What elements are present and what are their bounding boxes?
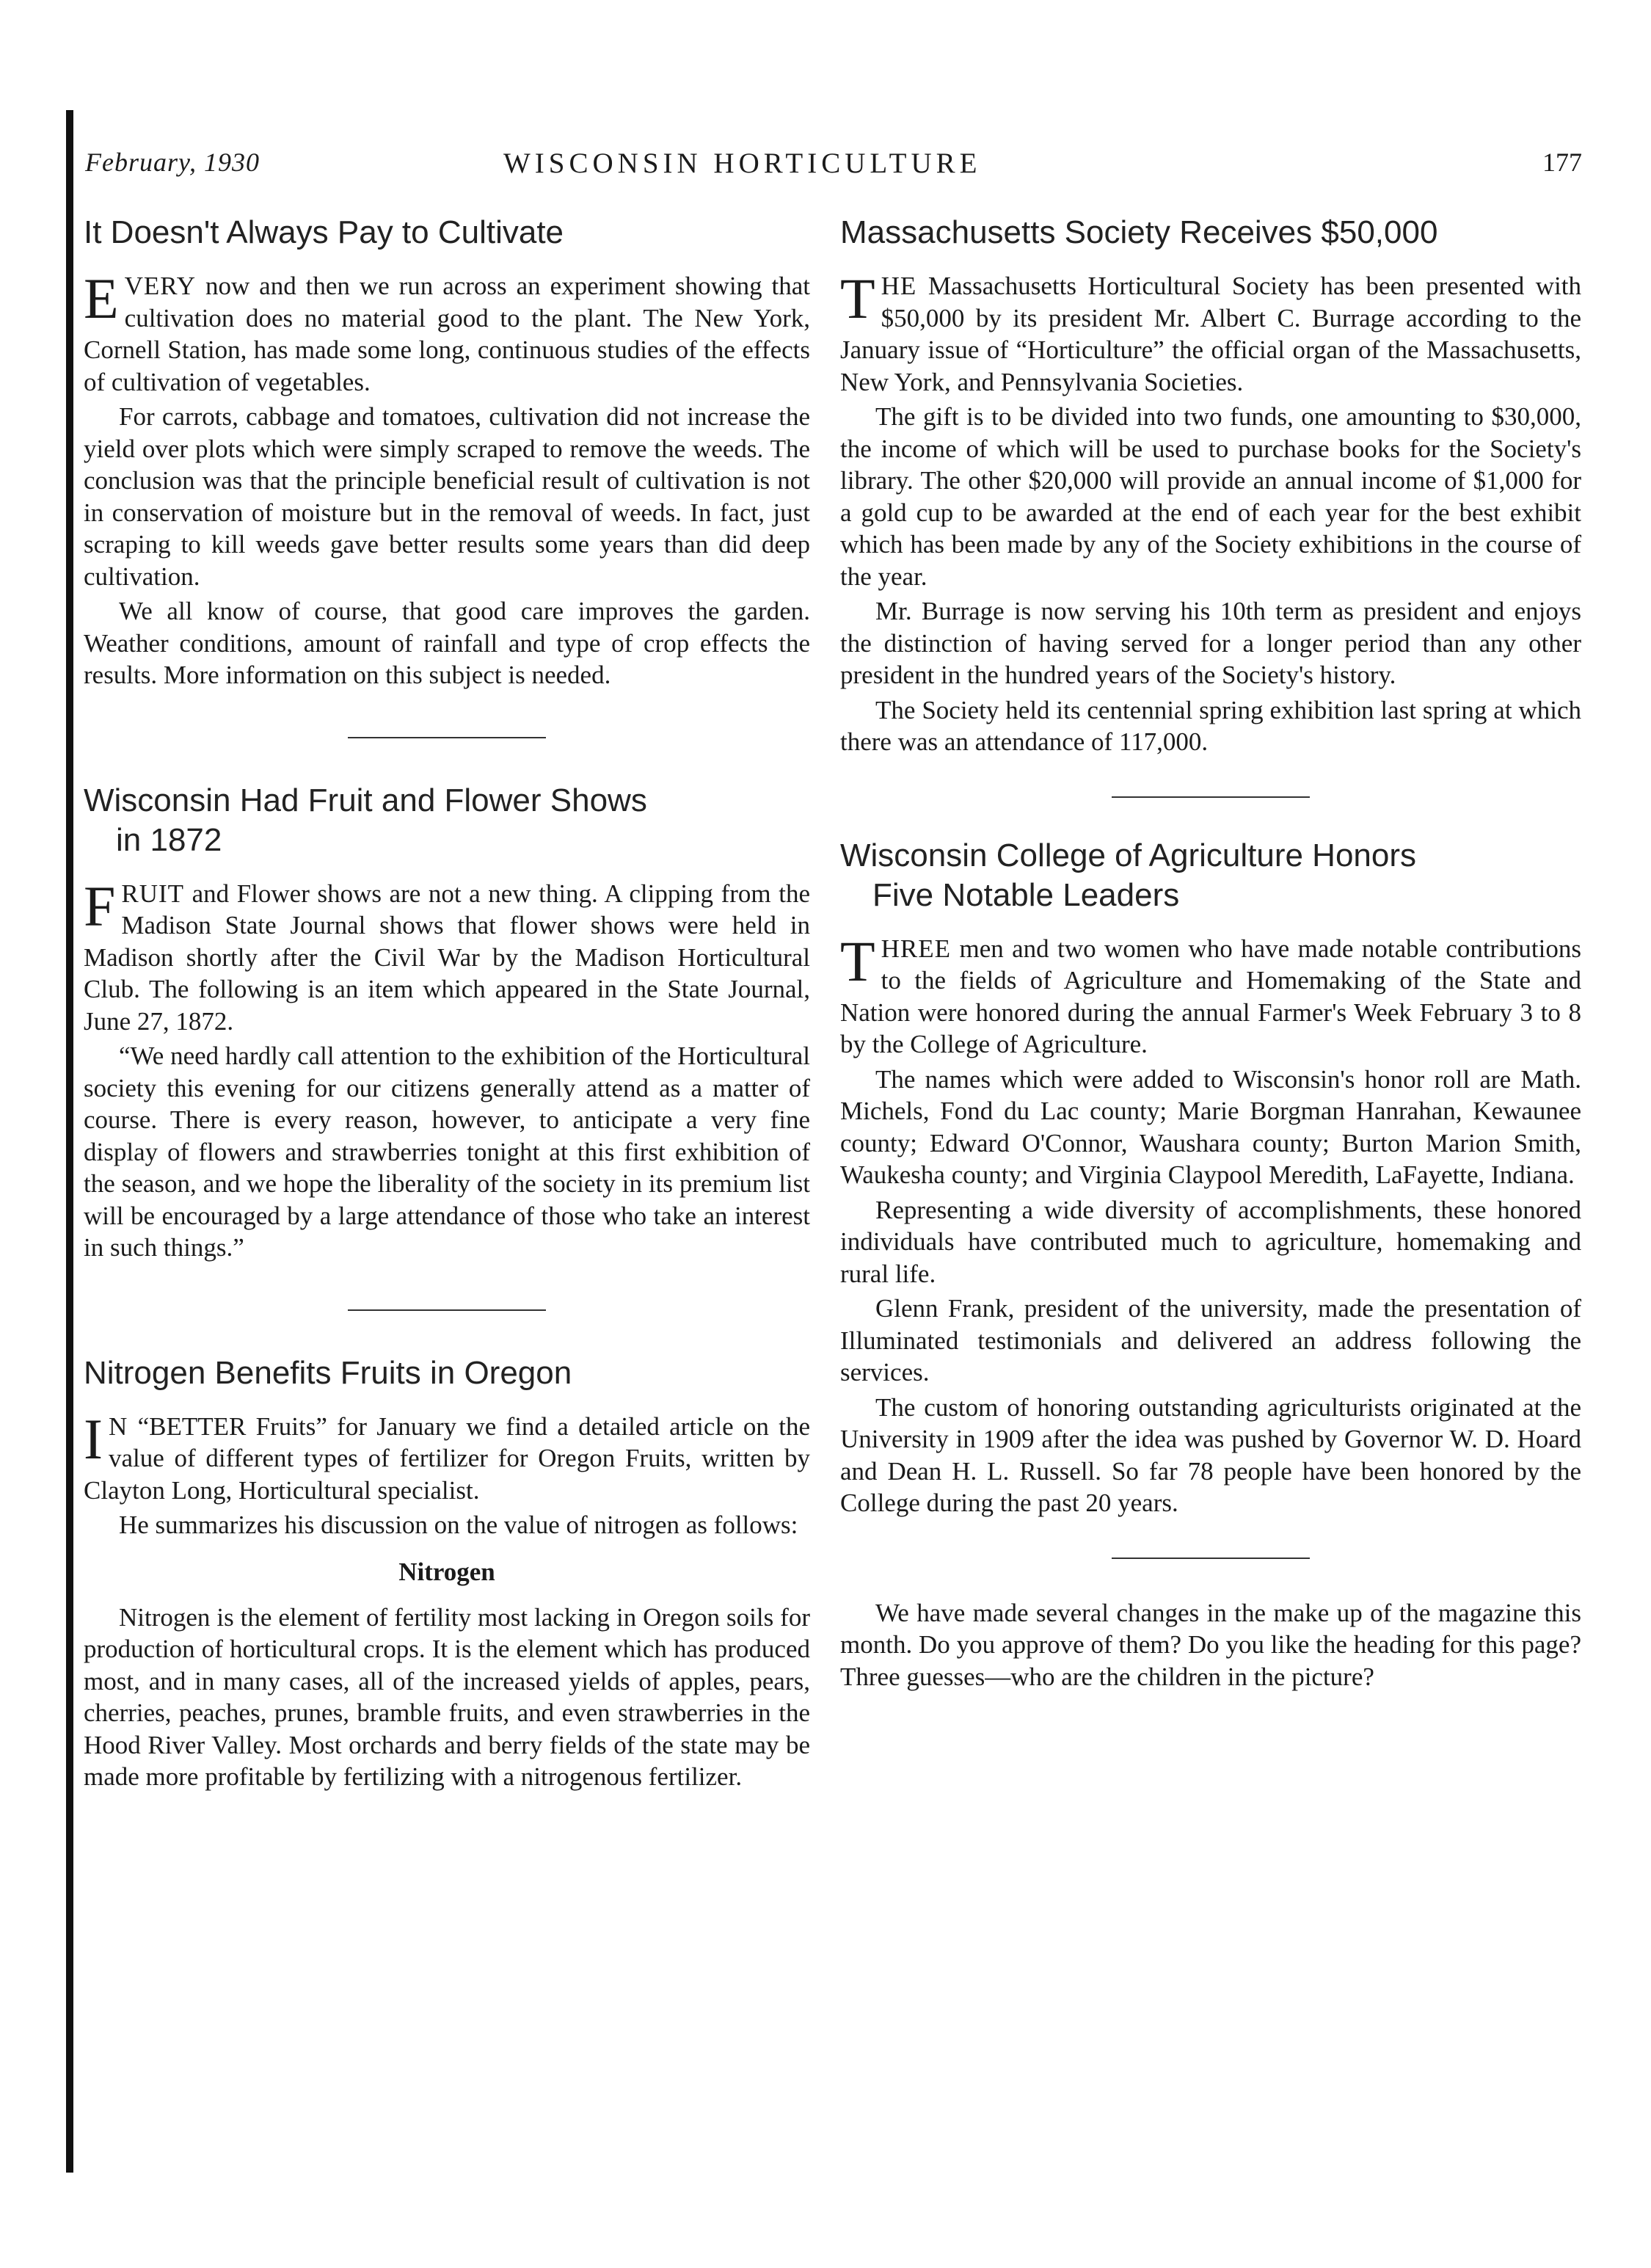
article-title	[84, 781, 810, 860]
paragraph	[84, 1406, 810, 1507]
lead-word: N	[108, 1411, 128, 1441]
drop-cap: T	[840, 928, 875, 993]
editor-note	[840, 1597, 1581, 1693]
lead-word: HREE	[881, 934, 952, 963]
article-college-honors	[840, 836, 1581, 1519]
paragraph: He summarizes his discussion on the value of nitrogen as follows:	[119, 1511, 798, 1539]
paragraph	[840, 928, 1581, 1061]
paragraph-text: now and then we run across an experiment showing that cultivation does no material good to the plant. The New York, Cornell Station, has made some long, continuous studies of the effects of cultivation of vegetables.	[84, 272, 810, 396]
article-massachusetts	[840, 213, 1581, 758]
article-nitrogen	[84, 1353, 810, 1793]
section-divider	[1112, 796, 1310, 798]
article-title: Massachusetts Society Receives $50,000	[840, 214, 1438, 250]
paragraph	[84, 873, 810, 1038]
left-column	[84, 213, 810, 1793]
paragraph-text: “BETTER Fruits” for January we find a detailed article on the value of different types of fertilizer for Oregon Fruits, written by Clayton Long, Horticultural specialist.	[84, 1411, 810, 1505]
paragraph-text: Massachusetts Horticultural Society has been presented with $50,000 by its president Mr. Albert C. Burrage according to the January issue of “Horticulture” the official organ of the Massachusetts, New York, and Pennsylvania Societies.	[840, 272, 1581, 396]
right-column	[840, 213, 1581, 1693]
lead-word: HE	[881, 272, 917, 300]
paragraph: Mr. Burrage is now serving his 10th term as president and enjoys the distinction of having served for a longer period than any other president in the hundred years of the Society's history.	[840, 597, 1581, 689]
paragraph: Nitrogen is the element of fertility most lacking in Oregon soils for production of horticultural crops. It is the element which has produced most, and in many cases, all of the increased yields of apples, pears, cherries, peaches, prunes, bramble fruits, and even strawberries in the Hood River Valley. Most orchards and berry fields of the state may be made more profitable by fertilizing with a nitrogenous fertilizer.	[84, 1602, 810, 1791]
paragraph	[840, 266, 1581, 398]
article-title: It Doesn't Always Pay to Cultivate	[84, 214, 564, 250]
paragraph: The names which were added to Wisconsin's honor roll are Math. Michels, Fond du Lac county; Marie Borgman Hanrahan, Kewaunee county; Edward O'Connor, Waushara county; Burton Marion Smith, Waukesha county; and Virginia Claypool Meredith, LaFayette, Indiana.	[840, 1064, 1581, 1189]
quoted-paragraph: “We need hardly call attention to the exhibition of the Horticultural society this evening for our citizens generally attend as a matter of course. There is every reason, however, to anticipate a very fine display of flowers and strawberries tonight at this first exhibition of the season, and we hope the liberality of the society in its premium list will be encouraged by a large attendance of those who take an interest in such things.”	[84, 1042, 810, 1262]
paragraph	[84, 266, 810, 398]
binding-rule	[66, 110, 73, 2173]
article-title: Nitrogen Benefits Fruits in Oregon	[84, 1354, 572, 1391]
section-divider	[348, 737, 546, 738]
issue-date: February, 1930	[85, 148, 260, 177]
article-title	[840, 836, 1581, 915]
paragraph: We have made several changes in the make up of the magazine this month. Do you approve of them? Do you like the heading for this page? Three guesses—who are the children in the picture?	[840, 1598, 1581, 1691]
title-line: in 1872	[116, 821, 222, 858]
drop-cap: E	[84, 266, 119, 330]
paragraph: Representing a wide diversity of accomplishments, these honored individuals have contributed much to agriculture, homemaking and rural life.	[840, 1195, 1581, 1288]
paragraph-text: and Flower shows are not a new thing. A clipping from the Madison State Journal shows that flower shows were held in Madison shortly after the Civil War by the Madison Horticultural Club. The following is an item which appeared in the State Journal, June 27, 1872.	[84, 879, 810, 1036]
drop-cap: F	[84, 873, 116, 938]
section-divider	[348, 1309, 546, 1311]
title-line: Wisconsin College of Agriculture Honors	[840, 837, 1417, 873]
lead-word: VERY	[124, 272, 197, 300]
paragraph: We all know of course, that good care improves the garden. Weather conditions, amount of rainfall and type of crop effects the results. More information on this subject is needed.	[84, 597, 810, 689]
subheading: Nitrogen	[398, 1557, 495, 1586]
drop-cap: I	[84, 1406, 103, 1471]
title-line: Five Notable Leaders	[872, 876, 1180, 913]
magazine-title: WISCONSIN HORTICULTURE	[503, 148, 982, 179]
title-line: Wisconsin Had Fruit and Flower Shows	[84, 782, 647, 818]
article-cultivate	[84, 213, 810, 691]
paragraph-text: men and two women who have made notable contributions to the fields of Agriculture and Homemaking of the State and Nation were honored during the annual Farmer's Week February 3 to 8 by the College of Agriculture.	[840, 934, 1581, 1058]
running-head	[85, 147, 1582, 191]
page-number: 177	[1542, 148, 1582, 177]
paragraph: The custom of honoring outstanding agriculturists originated at the University in 1909 after the idea was pushed by Governor W. D. Hoard and Dean H. L. Russell. So far 78 people have been honored by the College during the past 20 years.	[840, 1392, 1581, 1517]
lead-word: RUIT	[121, 879, 185, 908]
paragraph: The Society held its centennial spring exhibition last spring at which there was an attendance of 117,000.	[840, 695, 1581, 756]
article-shows-1872	[84, 781, 810, 1264]
drop-cap: T	[840, 266, 875, 330]
paragraph: The gift is to be divided into two funds, one amounting to $30,000, the income of which will be used to purchase books for the Society's library. The other $20,000 will provide an annual income of $1,000 for a gold cup to be awarded at the end of each year for the best exhibit which has been made by any of the Society exhibitions in the course of the year.	[840, 402, 1581, 591]
section-divider	[1112, 1558, 1310, 1559]
paragraph: For carrots, cabbage and tomatoes, cultivation did not increase the yield over plots which were simply scraped to remove the weeds. The conclusion was that the principle beneficial result of cultivation is not in conservation of moisture but in the removal of weeds. In fact, just scraping to kill weeds gave better results some years than did deep cultivation.	[84, 402, 810, 591]
paragraph: Glenn Frank, president of the university, made the presentation of Illuminated testimonials and delivered an address following the services.	[840, 1294, 1581, 1386]
